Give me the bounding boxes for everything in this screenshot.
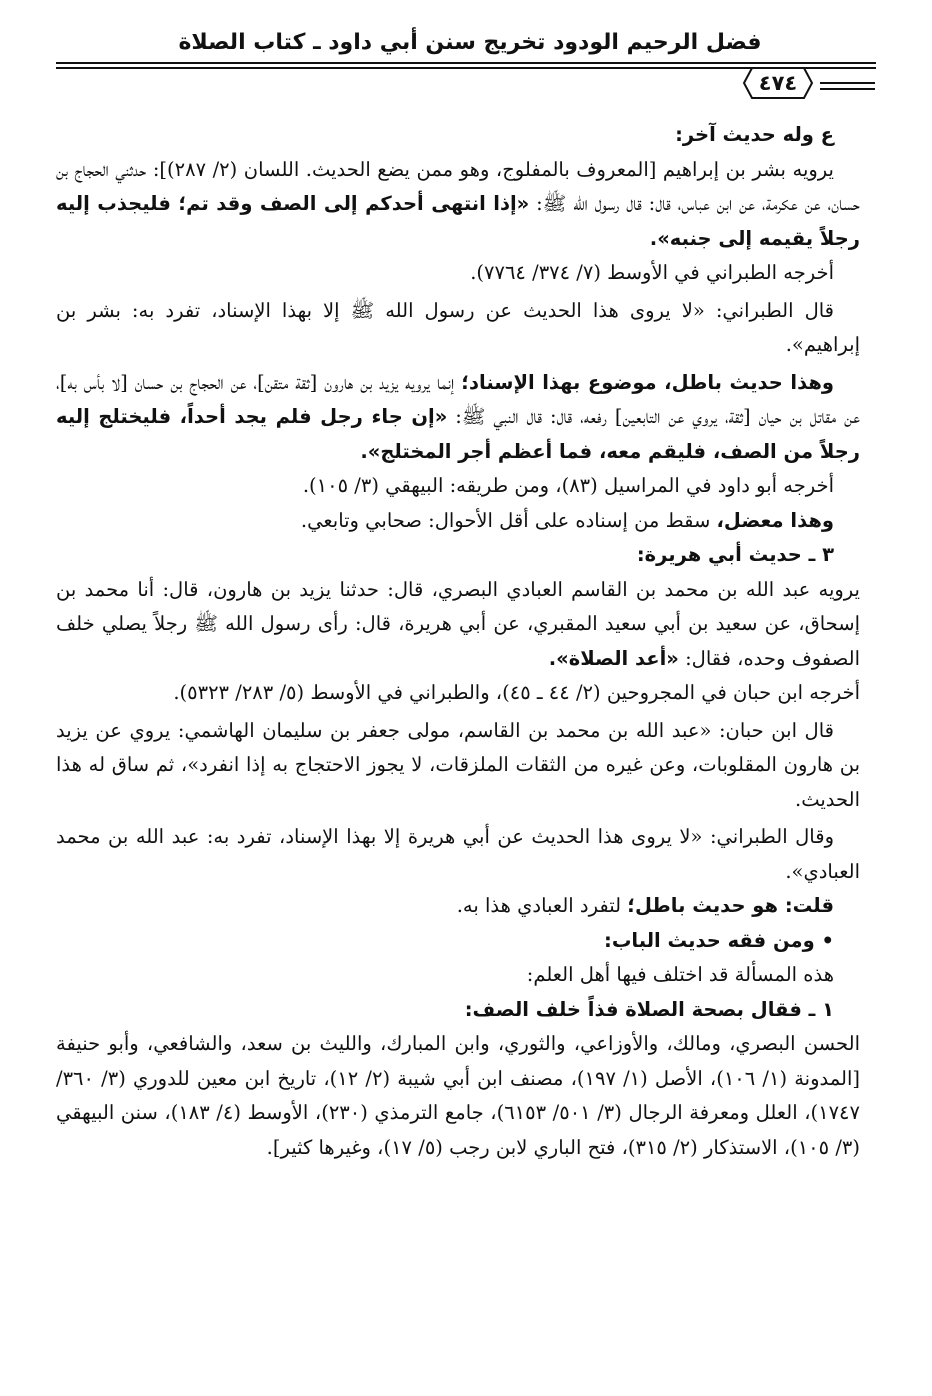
- paragraph-ibn-hibban-ref: [56, 676, 860, 711]
- paragraph-ibn-hibban-quote: [56, 714, 860, 818]
- paragraph-tabarani-2-text: وقال الطبراني: «لا يروى هذا الحديث عن أبي هريرة إلا بهذا الإسناد، تفرد به: عبد الله بن محمد العبادي».: [56, 825, 860, 883]
- paragraph-mudal-text: سقط من إسناده على أقل الأحوال: صحابي وتابعي.: [300, 508, 717, 532]
- paragraph-tabarani-ref: [56, 256, 860, 291]
- paragraph-batil: [56, 366, 860, 470]
- paragraph-qultu-text: لتفرد العبادي هذا به.: [456, 894, 628, 917]
- paragraph-tabarani-2: [56, 820, 860, 889]
- paragraph-mudal: [56, 504, 860, 539]
- paragraph-abbadi: [56, 573, 860, 677]
- header-rule-top: [56, 62, 876, 64]
- running-title: فضل الرحيم الودود تخريج سنن أبي داود ـ كتاب الصلاة: [178, 30, 762, 55]
- paragraph-abbadi-text: يرويه عبد الله بن محمد بن القاسم العبادي البصري، قال: حدثنا يزيد بن هارون، قال: أنا محمد بن إسحاق، عن سعيد بن أبي سعيد المقبري، عن أبي هريرة، قال: رأى رسول الله ﷺ رجلاً يصلي خلف الصفوف وحده، فقال:: [56, 577, 860, 670]
- heading-fiqh: • ومن فقه حديث الباب:: [604, 928, 834, 952]
- paragraph-ikhtilaf-text: هذه المسألة قد اختلف فيها أهل العلم:: [526, 963, 834, 986]
- main-text: [56, 118, 860, 1165]
- paragraph-scholars-text: الحسن البصري، ومالك، والأوزاعي، والثوري، وابن المبارك، والليث بن سعد، والشافعي، وأبو حنيفة [المدونة (١/ ١٠٦)، الأصل (١/ ١٩٧)، مصنف ابن أبي شيبة (٢/ ١٢)، تاريخ ابن معين للدوري (٣/ ٣٦٠/ ١٧٤٧)، العلل ومعرفة الرجال (٣/ ٥٠١/ ٦١٥٣)، جامع الترمذي (٢٣٠)، الأوسط (٤/ ١٨٣)، سنن البيهقي (٣/ ١٠٥)، الاستذكار (٢/ ٣١٥)، فتح الباري لابن رجب (٥/ ١٧)، وغيرها كثير].: [56, 1032, 861, 1159]
- heading-other-hadith: ع وله حديث آخر:: [675, 123, 834, 146]
- paragraph-ibn-hibban-ref-text: أخرجه ابن حبان في المجروحين (٢/ ٤٤ ـ ٤٥)، والطبراني في الأوسط (٥/ ٢٨٣/ ٥٣٢٣).: [173, 681, 860, 704]
- paragraph-tabarani-quote: [56, 294, 860, 363]
- paragraph-marasil: [56, 469, 860, 504]
- hadith-quote-3: «أعد الصلاة».: [548, 646, 679, 670]
- paragraph-batil-text: إنما يرويه يزيد بن هارون [ثقة متقن]، عن الحجاج بن حسان [لا بأس به]، عن مقاتل بن حيان [ثقة، يروي عن التابعين] رفعه، قال: قال النبي ﷺ:: [56, 370, 860, 428]
- paragraph-bishr-text: يرويه بشر بن إبراهيم [المعروف بالمفلوج، وهو ممن يضع الحديث. اللسان (٢/ ٢٨٧)]: حدثني الحجاج بن حسان، عن عكرمة، عن ابن عباس، قال: قال رسول الله ﷺ:: [56, 157, 860, 215]
- page-number: ٤٧٤: [758, 71, 798, 95]
- heading-first-opinion: ١ ـ فقال بصحة الصلاة فذاً خلف الصف:: [464, 997, 834, 1021]
- paragraph-marasil-text: أخرجه أبو داود في المراسيل (٨٣)، ومن طريقه: البيهقي (٣/ ١٠٥).: [302, 474, 834, 497]
- paragraph-tabarani-ref-text: أخرجه الطبراني في الأوسط (٧/ ٣٧٤/ ٧٧٦٤).: [470, 261, 834, 284]
- ruling-batil: وهذا حديث باطل، موضوع بهذا الإسناد؛: [461, 370, 834, 394]
- paragraph-tabarani-quote-text: قال الطبراني: «لا يروى هذا الحديث عن رسول الله ﷺ إلا بهذا الإسناد، تفرد به: بشر بن إبراهيم».: [56, 298, 860, 356]
- paragraph-ibn-hibban-quote-text: قال ابن حبان: «عبد الله بن محمد بن القاسم، مولى جعفر بن سليمان الهاشمي: يروي عن يزيد بن هارون المقلوبات، وعن غيره من الثقات الملزقات، لا يجوز الاحتجاج به إذا انفرد»، ثم ساق له هذا الحديث.: [56, 718, 860, 811]
- hadith-quote-1: «إذا انتهى أحدكم إلى الصف وقد تم؛ فليجذب إليه رجلاً يقيمه إلى جنبه».: [56, 192, 860, 250]
- paragraph-scholars: [56, 1027, 860, 1165]
- paragraph-bishr: [56, 153, 860, 257]
- hadith-quote-2: «إن جاء رجل فلم يجد أحداً، فليختلج إليه رجلاً من الصف، فليقم معه، فما أعظم أجر المختلج».: [56, 405, 860, 463]
- heading-abu-huraira: ٣ ـ حديث أبي هريرة:: [636, 543, 834, 566]
- page-number-line-upper: [820, 82, 875, 84]
- page-number-line-lower: [820, 88, 875, 90]
- paragraph-ikhtilaf: [56, 958, 860, 993]
- ruling-mudal: وهذا معضل،: [716, 508, 834, 532]
- paragraph-qultu: [56, 889, 860, 924]
- ruling-qultu: قلت: هو حديث باطل؛: [627, 894, 834, 917]
- page-number-badge: [742, 66, 814, 100]
